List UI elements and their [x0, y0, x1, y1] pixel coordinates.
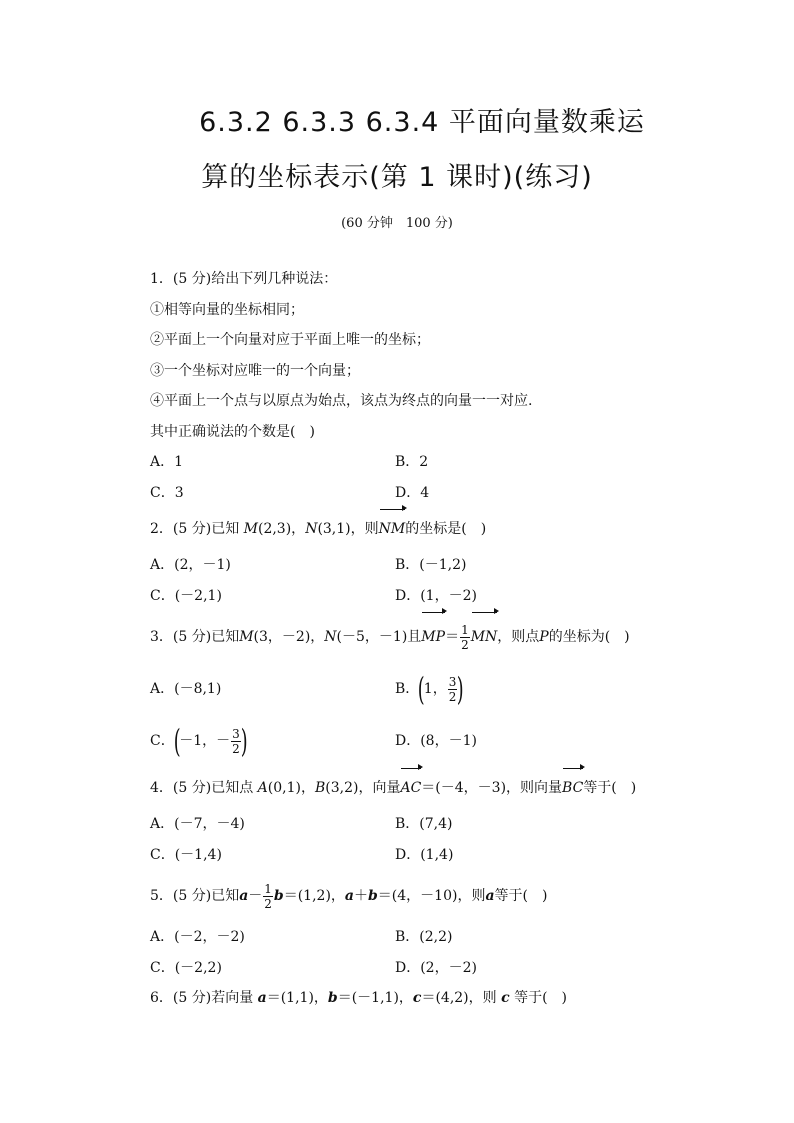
q4-suffix: 等于( ): [583, 780, 637, 796]
q4-vector-ac: AC: [400, 767, 421, 809]
q3-option-b-lparen: (: [418, 670, 425, 708]
q4-point-b: B: [314, 780, 326, 796]
q5-option-d[interactable]: D．(2，－2): [395, 959, 477, 976]
q3-option-c[interactable]: [150, 715, 395, 767]
q5-plus: ＋: [354, 888, 368, 904]
q1-option-d[interactable]: D．4: [395, 484, 430, 501]
q3-option-d[interactable]: D．(8，－1): [395, 733, 477, 749]
q2-options-row-2: [150, 581, 710, 612]
q2-option-a[interactable]: A．(2，－1): [150, 557, 231, 573]
q3-fraction-den: 2: [461, 637, 469, 652]
q3-option-a[interactable]: A．(－8,1): [150, 681, 222, 697]
q3-options-row-1: [150, 663, 710, 715]
q3-equals: ＝: [445, 629, 460, 645]
q5-minus: －: [248, 888, 263, 904]
q3-n-coords: (－5，－1)且: [336, 629, 422, 645]
q3-option-c-lparen: (: [173, 722, 181, 760]
time-score-subtitle: (60 分钟 100 分): [341, 216, 453, 231]
q4-stem: [150, 767, 710, 809]
q6-suffix: 等于( ): [509, 990, 567, 1006]
q2-point-m: M: [243, 521, 258, 537]
q3-fraction-num: 1: [461, 622, 469, 637]
q5-prefix: 5．(5 分)已知: [150, 888, 240, 904]
page-title-line-1: 6.3.2 6.3.3 6.3.4 平面向量数乘运: [199, 107, 645, 138]
q2-point-n: N: [305, 521, 318, 537]
q3-option-c-num: 3: [232, 726, 240, 741]
q3-point-n: N: [324, 629, 337, 645]
q6-b-coords: ＝(－1,1)，: [337, 990, 413, 1006]
q1-statement-1: ①相等向量的坐标相同；: [150, 301, 304, 318]
q1-option-b[interactable]: B．2: [395, 454, 429, 470]
q2-m-coords: (2,3)，: [257, 521, 306, 537]
q5-vector-b: b: [273, 888, 284, 904]
page-title-line-2: 算的坐标表示(第 1 课时)(练习): [201, 162, 593, 193]
q5-middle-1: ＝(1,2)，: [283, 888, 345, 904]
q3-option-b-den: 2: [448, 689, 457, 704]
q4-options-row-2: [150, 840, 710, 871]
q3-option-b-rparen: ): [457, 670, 465, 708]
q6-vector-c: c: [412, 990, 422, 1006]
q3-option-c-rparen: ): [240, 722, 248, 760]
q5-vector-a-2: a: [344, 888, 354, 904]
q6-prefix: 6．(5 分)若向量: [150, 990, 258, 1006]
q3-vector-mp: MP: [421, 611, 445, 663]
q3-stem: [150, 611, 710, 663]
q3-option-c-fraction: [231, 727, 241, 756]
q5-stem: [150, 870, 710, 922]
q3-option-b-x: 1，: [423, 681, 447, 697]
q4-prefix: 4．(5 分)已知点: [150, 780, 258, 796]
q4-option-b[interactable]: B．(7,4): [395, 816, 453, 832]
q3-point-p: P: [539, 629, 549, 645]
q4-vector-bc: BC: [562, 767, 583, 809]
q4-a-coords: (0,1)，: [267, 780, 315, 796]
q5-fraction-half: [263, 882, 273, 911]
q1-statement-3: ③一个坐标对应唯一的一个向量；: [150, 362, 360, 379]
q5-vector-a: a: [239, 888, 249, 904]
q4-option-c[interactable]: C．(－1,4): [150, 846, 222, 863]
q3-option-b-label: B．: [395, 681, 420, 697]
q1-ask: 其中正确说法的个数是( ): [150, 423, 315, 440]
q1-options-row-1: [150, 447, 710, 478]
q3-option-c-x: －1，－: [179, 733, 231, 749]
q3-suffix-1: ，则点: [497, 629, 540, 645]
q4-option-d[interactable]: D．(1,4): [395, 846, 454, 863]
q3-point-m: M: [239, 629, 254, 645]
q5-options-row-2: [150, 953, 710, 984]
q3-m-coords: (3，－2)，: [253, 629, 325, 645]
q4-option-a[interactable]: A．(－7，－4): [150, 816, 245, 832]
q6-stem: [150, 983, 710, 1014]
question-list: [150, 264, 710, 1014]
q5-option-b[interactable]: B．(2,2): [395, 929, 453, 945]
q6-vector-c-2: c: [501, 990, 510, 1006]
q2-prefix: 2．(5 分)已知: [150, 521, 244, 537]
q3-option-b[interactable]: [395, 663, 695, 715]
q2-options-row-1: [150, 550, 710, 581]
q1-statement-2: ②平面上一个向量对应于平面上唯一的坐标；: [150, 332, 430, 348]
q1-options-row-2: [150, 478, 710, 509]
q3-option-b-num: 3: [448, 674, 457, 689]
q1-statement-4: ④平面上一个点与以原点为始点，该点为终点的向量一一对应.: [150, 393, 533, 409]
q5-vector-b-2: b: [368, 888, 378, 904]
q3-vector-mn: MN: [471, 611, 498, 663]
q3-prefix: 3．(5 分)已知: [150, 629, 240, 645]
q2-option-b[interactable]: B．(－1,2): [395, 557, 467, 573]
q5-suffix: 等于( ): [494, 888, 548, 904]
q6-a-coords: ＝(1,1)，: [266, 990, 328, 1006]
q5-options-row-1: [150, 922, 710, 953]
q1-option-a[interactable]: A．1: [150, 454, 184, 470]
q6-vector-b: b: [327, 990, 338, 1006]
q2-stem: [150, 508, 710, 550]
q3-suffix-2: 的坐标为( ): [548, 629, 630, 645]
q5-option-a[interactable]: A．(－2，－2): [150, 929, 245, 945]
q5-vector-a-3: a: [485, 888, 495, 904]
q5-fraction-num: 1: [264, 881, 272, 896]
q6-c-coords: ＝(4,2)，则: [421, 990, 502, 1006]
q2-option-c[interactable]: C．(－2,1): [150, 587, 222, 604]
q2-suffix: 的坐标是( ): [405, 521, 487, 537]
q6-vector-a: a: [257, 990, 267, 1006]
q5-fraction-den: 2: [264, 896, 272, 911]
q3-options-row-2: [150, 715, 710, 767]
q3-fraction-half: [460, 623, 470, 652]
q2-option-d[interactable]: D．(1，－2): [395, 587, 477, 604]
q5-option-c[interactable]: C．(－2,2): [150, 959, 222, 976]
q3-option-c-label: C．: [150, 733, 175, 749]
q5-middle-2: ＝(4，－10)，则: [377, 888, 486, 904]
q2-n-coords: (3,1)，则: [317, 521, 379, 537]
q4-middle: ＝(－4，－3)，则向量: [421, 780, 563, 796]
q1-option-c[interactable]: C．3: [150, 484, 184, 501]
q1-stem: 1．(5 分)给出下列几种说法：: [150, 271, 338, 287]
q4-point-a: A: [257, 780, 268, 796]
q4-options-row-1: [150, 809, 710, 840]
q4-b-coords: (3,2)，向量: [325, 780, 401, 796]
q3-option-c-den: 2: [232, 741, 240, 756]
q2-vector-nm: NM: [379, 508, 406, 550]
